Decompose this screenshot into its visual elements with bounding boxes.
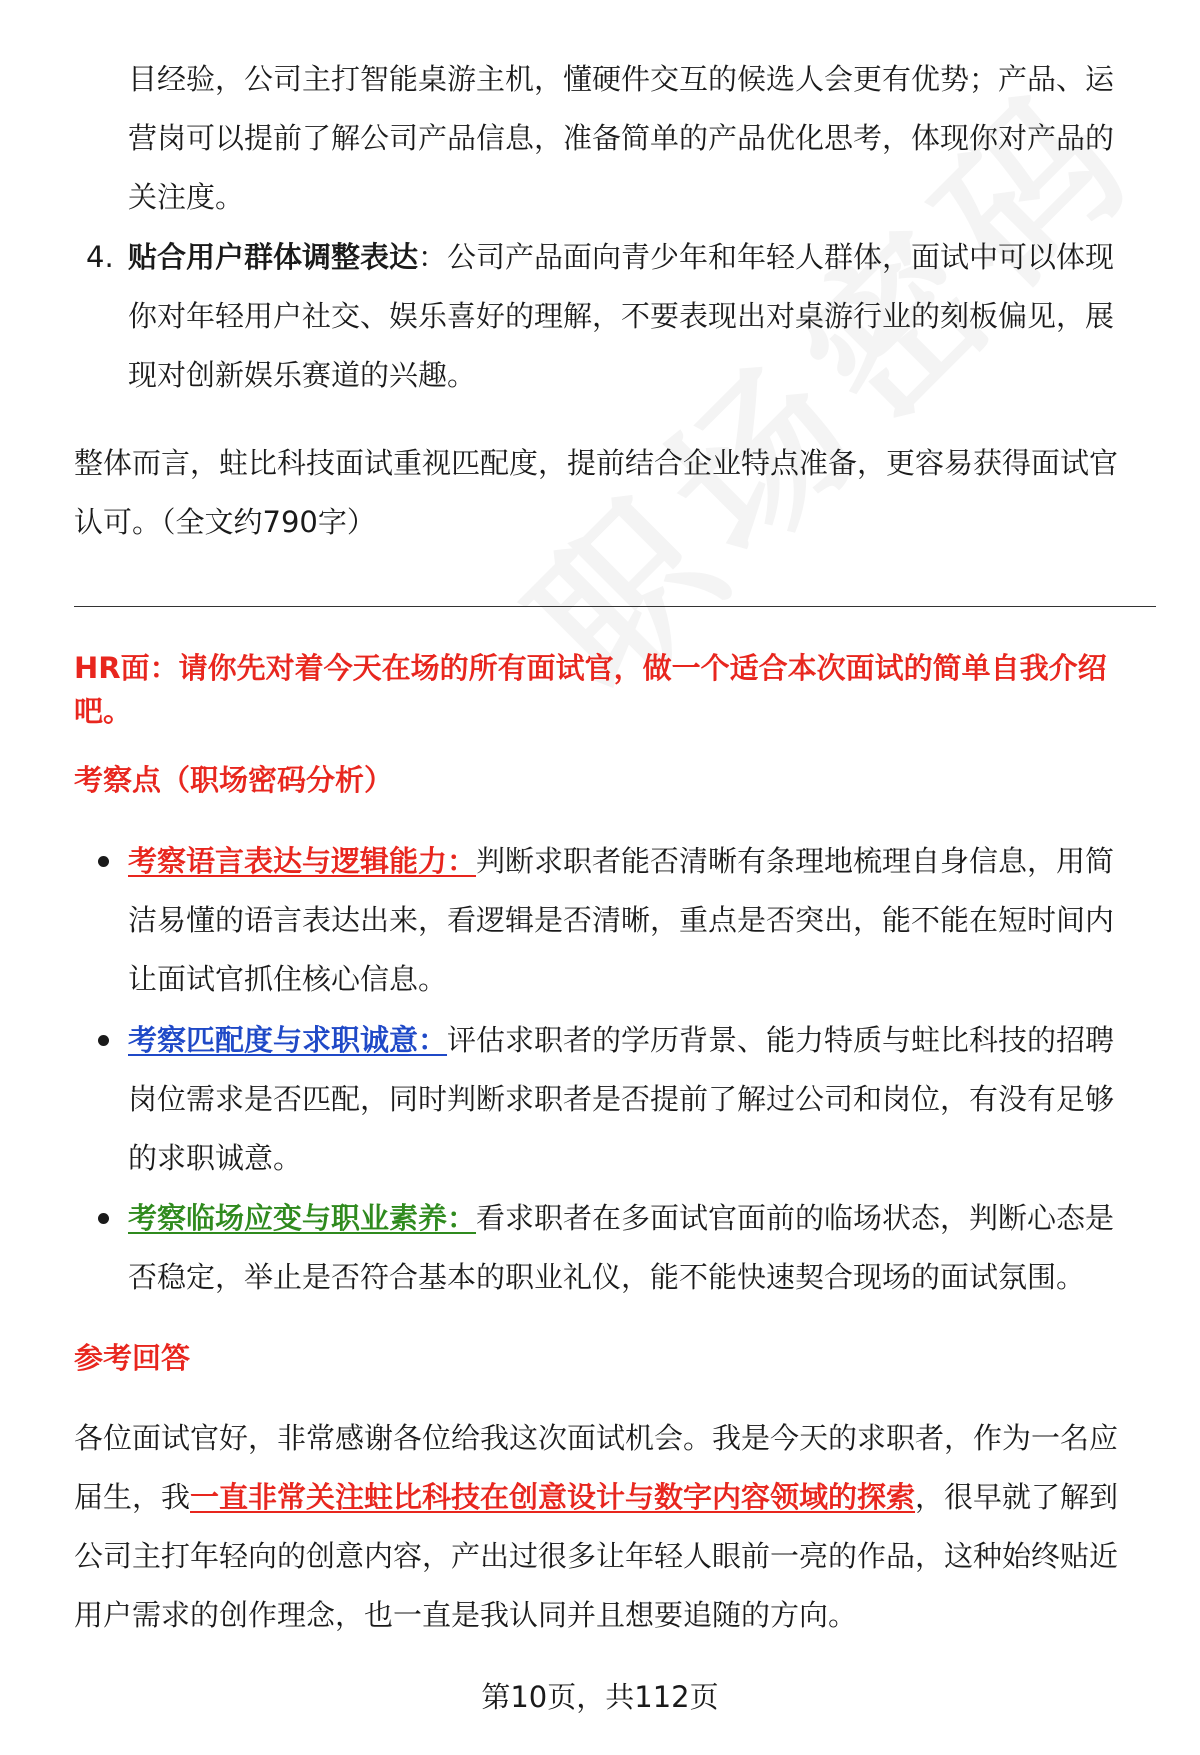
interview-question — [74, 647, 1107, 733]
text-line: 公司主打年轻向的创意内容，产出过很多让年轻人眼前一亮的作品，这种始终贴近 — [74, 1539, 1119, 1573]
bullet-item — [128, 1011, 1148, 1188]
bullet-item — [128, 1189, 1148, 1307]
text-line — [74, 1468, 1148, 1527]
bullet-keyword: 考察匹配度与求职诚意： — [128, 1023, 448, 1057]
text-line: 目经验，公司主打智能桌游主机，懂硬件交互的候选人会更有优势；产品、运 — [128, 62, 1115, 96]
answer-highlight: 一直非常关注蛀比科技在创意设计与数字内容领域的探索 — [190, 1480, 916, 1514]
page-number: 第10页，共112页 — [481, 1680, 719, 1714]
text-line: HR面：请你先对着今天在场的所有面试官，做一个适合本次面试的简单自我介绍 — [74, 651, 1107, 685]
text-line — [128, 832, 1148, 891]
bullet-item — [128, 832, 1148, 1009]
bullet-keyword: 考察临场应变与职业素养： — [128, 1201, 477, 1235]
bullet-keyword: 考察语言表达与逻辑能力： — [128, 844, 477, 878]
analysis-heading: 考察点（职场密码分析） — [74, 763, 394, 797]
list-number: 4. — [86, 240, 114, 274]
answer-text: 届生，我 — [74, 1480, 191, 1514]
text-line: 用户需求的创作理念，也一直是我认同并且想要追随的方向。 — [74, 1598, 858, 1632]
text-line: 整体而言，蛀比科技面试重视匹配度，提前结合企业特点准备，更容易获得面试官 — [74, 446, 1119, 480]
answer-text: ，很早就了解到 — [915, 1480, 1119, 1514]
list-item — [128, 228, 1148, 405]
text-line: 现对创新娱乐赛道的兴趣。 — [128, 358, 477, 392]
answer-paragraph — [74, 1409, 1148, 1645]
text-line: 认可。（全文约790字） — [74, 505, 376, 539]
text-line: 让面试官抓住核心信息。 — [128, 962, 448, 996]
bullet-text: 看求职者在多面试官面前的临场状态，判断心态是 — [476, 1201, 1115, 1235]
text-line: 洁易懂的语言表达出来，看逻辑是否清晰，重点是否突出，能不能在短时间内 — [128, 903, 1115, 937]
section-divider — [74, 606, 1156, 607]
text-line: 各位面试官好，非常感谢各位给我这次面试机会。我是今天的求职者，作为一名应 — [74, 1421, 1119, 1455]
text-line: 否稳定，举止是否符合基本的职业礼仪，能不能快速契合现场的面试氛围。 — [128, 1260, 1086, 1294]
answer-heading: 参考回答 — [74, 1341, 191, 1375]
summary-paragraph — [74, 434, 1148, 552]
bullet-dot — [98, 1035, 109, 1046]
text-line: 你对年轻用户社交、娱乐喜好的理解，不要表现出对桌游行业的刻板偏见，展 — [128, 299, 1115, 333]
text-line: 的求职诚意。 — [128, 1141, 303, 1175]
item-text: ：公司产品面向青少年和年轻人群体，面试中可以体现 — [418, 240, 1115, 274]
text-line — [128, 1011, 1148, 1070]
bullet-text: 评估求职者的学历背景、能力特质与蛀比科技的招聘 — [447, 1023, 1115, 1057]
text-line — [128, 1189, 1148, 1248]
text-line: 营岗可以提前了解公司产品信息，准备简单的产品优化思考，体现你对产品的 — [128, 121, 1115, 155]
text-line — [128, 228, 1148, 287]
bullet-dot — [98, 1213, 109, 1224]
text-line: 岗位需求是否匹配，同时判断求职者是否提前了解过公司和岗位，有没有足够 — [128, 1082, 1115, 1116]
bullet-text: 判断求职者能否清晰有条理地梳理自身信息，用简 — [476, 844, 1115, 878]
bullet-dot — [98, 856, 109, 867]
text-line: 关注度。 — [128, 180, 245, 214]
item-title: 贴合用户群体调整表达 — [128, 240, 419, 274]
list-item-continuation — [128, 50, 1148, 227]
text-line: 吧。 — [74, 694, 133, 728]
